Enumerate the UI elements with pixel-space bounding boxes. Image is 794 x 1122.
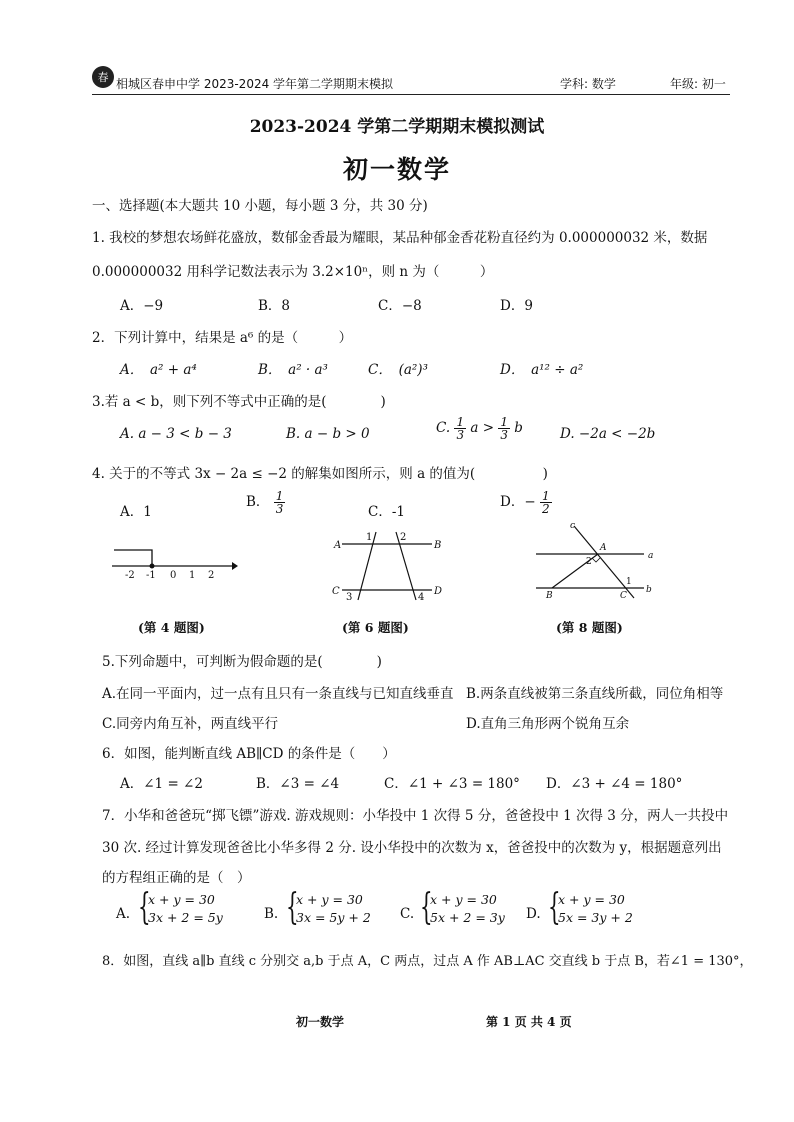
angle-label-1: 1 [626,577,632,587]
q1-option-d: D．9 [500,298,533,314]
q5-option-c: C.同旁内角互补，两直线平行 [102,716,279,732]
tick-label: 0 [170,570,177,580]
figure-6-parallel-lines [326,526,446,606]
q7-stem-line3: 的方程组正确的是（ ） [102,870,251,886]
angle-label-3: 3 [346,592,353,603]
tick-label: 2 [208,570,215,580]
q3-option-c-middle: a > [470,420,495,436]
number-line-arrow-icon [232,562,238,570]
exam-page: 春 相城区春申中学 2023-2024 学年第二学期期末模拟 学科: 数学 年级: 初一 2023-2024 学第二学期期末模拟测试 初一数学 一、选择题(本大题共 10 小题，每小题 3 分，共 30 分) 1. 我校的梦想农场鲜花盛放，数郁金香最为耀眼，某品种郁金香花粉直径约为 0.000000032 米，数据 0.000000032 用科学记数法表示为 3.2×10ⁿ，则 n 为（ ） A．−9 B．8 C．−8 D．9 2．下列计算中，结果是 a⁶ 的是（ ） A． a² + a⁴ B． a² · a³ C． (a²)³ D． a¹² ÷ a² 3.若 a < b，则下列不等式中正确的是( ) A. a − 3 < b − 3 B. a − b > 0 C. $\frac{1}{3}$ a > $\frac{1}{3}$ b D. −2a < −2b 4. 关于的不等式 3x − 2a ≤ −2 的解集如图所示，则 a 的值为( ) A．1 B． $\frac{1}{3}$ C．-1 D．− $\frac{1}{2}$ -2 -1 0 1 2 A B C D 1 2 3 4 c A a B C b 1 2 (第 4 题图) (第 6 题图) (第 8 题图) 5.下列命题中，可判断为假命题的是( ) A.在同一平面内，过一点有且只有一条直线与已知直线垂直 B.两条直线被第三条直线所截，同位角相等 C.同旁内角互补，两直线平行 D.直角三角形两个锐角互余 6．如图，能判断直线 AB∥CD 的条件是（ ） A．∠1 = ∠2 B．∠3 = ∠4 C．∠1 + ∠3 = 180° D．∠3 + ∠4 = 180° 7．小华和爸爸玩“掷飞镖”游戏. 游戏规则：小华投中 1 次得 5 分，爸爸投中 1 次得 3 分，两人一共投中 30 次. 经过计算发现爸爸比小华多得 2 分. 设小华投中的次数为 x，爸爸投中的次数为 y，根据题意列出 的方程组正确的是（ ） A. { x + y = 30 3x + 2 = 5y B. { x + y = 30 3x = 5y + 2 C. { x + y = 30 5x + 2 = 3y D. { x + y = 30 5x = 3y + 2 8．如图，直线 a∥b 直线 c 分别交 a,b 于点 A，C 两点，过点 A 作 AB⊥AC 交直线 b 于点 B，若∠1 = 130°， 初一数学 第 1 页 共 4 页 [0,0,794,1122]
solution-set-endpoint [150,564,155,569]
q1-option-a: A．−9 [120,298,164,314]
label-point-a: A [600,543,607,553]
q3-option-a: A. a − 3 < b − 3 [120,426,232,442]
q4-option-a: A．1 [120,504,152,520]
solution-set-bracket [114,550,152,566]
q2-option-c: C． (a²)³ [368,362,428,378]
q7-option-b-label: B. [264,906,279,922]
label-line-a: a [648,551,654,561]
q6-option-a: A．∠1 = ∠2 [120,776,203,792]
label-point-c: C [620,591,627,601]
q6-stem: 6．如图，能判断直线 AB∥CD 的条件是（ ） [102,746,396,762]
q3-option-c-fraction-2: $\frac{1}{3}$ [500,415,508,442]
subject-label: 学科: 数学 [560,77,616,91]
angle-label-1: 1 [366,532,373,543]
label-a: A [334,540,342,551]
line-c [574,526,634,598]
label-c: C [332,586,340,597]
grade-label: 年级: 初一 [670,77,726,91]
q7-stem-line2: 30 次. 经过计算发现爸爸比小华多得 2 分. 设小华投中的次数为 x，爸爸投中的次数为 y，根据题意列出 [102,840,722,856]
q1-stem-line2: 0.000000032 用科学记数法表示为 3.2×10ⁿ，则 n 为（ ） [92,264,494,280]
page-header [92,66,730,95]
q3-option-d: D. −2a < −2b [560,426,656,442]
q7-option-c-label: C. [400,906,415,922]
exam-subtitle: 初一数学 [342,155,451,184]
footer-subject: 初一数学 [296,1015,345,1029]
label-point-b: B [546,591,553,601]
q5-stem: 5.下列命题中，可判断为假命题的是( ) [102,654,382,670]
q2-option-b: B． a² · a³ [258,362,328,378]
q1-stem-line1: 1. 我校的梦想农场鲜花盛放，数郁金香最为耀眼，某品种郁金香花粉直径约为 0.000000032 米，数据 [92,230,708,246]
q4-stem: 4. 关于的不等式 3x − 2a ≤ −2 的解集如图所示，则 a 的值为( ) [92,466,548,482]
q3-option-b: B. a − b > 0 [286,426,370,442]
q2-option-a: A． a² + a⁴ [120,362,197,378]
figure-4-number-line [108,540,238,580]
angle-label-4: 4 [418,592,425,603]
q4-option-d: D．− $\frac{1}{2}$ [500,489,550,516]
figure-4-caption: (第 4 题图) [138,620,205,635]
q3-option-c-label: C. [436,420,451,436]
q8-stem-line1: 8．如图，直线 a∥b 直线 c 分别交 a,b 于点 A，C 两点，过点 A 作 AB⊥AC 交直线 b 于点 B，若∠1 = 130°， [102,954,753,969]
q7-stem-line1: 7．小华和爸爸玩“掷飞镖”游戏. 游戏规则：小华投中 1 次得 5 分，爸爸投中 1 次得 3 分，两人一共投中 [102,808,729,824]
footer-page-number: 第 1 页 共 4 页 [486,1015,572,1029]
right-angle-mark [592,558,600,562]
q6-option-d: D．∠3 + ∠4 = 180° [546,776,683,792]
q4-option-b: B． $\frac{1}{3}$ [246,489,284,516]
school-name: 相城区春申中学 2023-2024 学年第二学期期末模拟 [116,77,394,91]
q3-option-c [436,416,523,441]
q3-option-c-fraction-1: $\frac{1}{3}$ [456,415,465,442]
label-d: D [434,586,443,597]
figure-8-caption: (第 8 题图) [556,620,623,635]
q7-option-d-label: D. [526,906,541,922]
q1-option-c: C．−8 [378,298,422,314]
angle-label-2: 2 [586,557,592,567]
tick-label: -1 [146,570,156,580]
label-b: B [434,540,442,551]
q5-option-b: B.两条直线被第三条直线所截，同位角相等 [466,686,724,702]
tick-label: -2 [125,570,135,580]
tick-label: 1 [189,570,196,580]
q2-stem: 2．下列计算中，结果是 a⁶ 的是（ ） [92,330,353,346]
figure-6-caption: (第 6 题图) [342,620,409,635]
section-heading: 一、选择题(本大题共 10 小题，每小题 3 分，共 30 分) [92,198,428,214]
q6-option-c: C．∠1 + ∠3 = 180° [384,776,520,792]
q4-option-c: C．-1 [368,504,405,520]
q3-option-c-end: b [514,420,523,436]
q5-option-d: D.直角三角形两个锐角互余 [466,716,630,732]
q1-option-b: B．8 [258,298,291,314]
label-line-b: b [646,585,652,595]
q6-option-b: B．∠3 = ∠4 [256,776,340,792]
q5-option-a: A.在同一平面内，过一点有且只有一条直线与已知直线垂直 [102,686,454,702]
q7-option-a-label: A. [116,906,131,922]
figure-8-parallel-lines [530,520,660,604]
exam-title: 2023-2024 学第二学期期末模拟测试 [249,117,545,137]
angle-label-2: 2 [400,532,407,543]
q3-stem: 3.若 a < b，则下列不等式中正确的是( ) [92,394,386,410]
school-logo-icon: 春 [92,66,114,88]
label-c: c [570,521,576,531]
q2-option-d: D． a¹² ÷ a² [500,362,584,378]
